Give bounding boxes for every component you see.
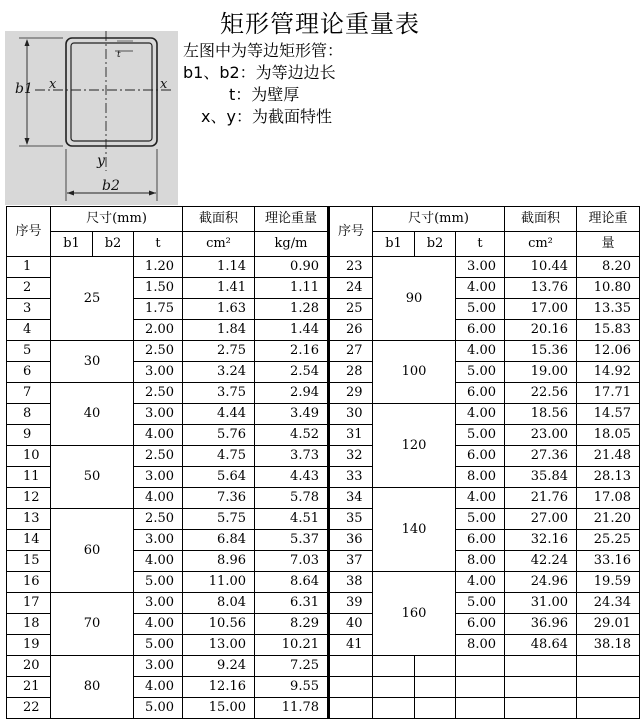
section-area: 15.00 [183, 698, 255, 719]
section-area: 22.56 [505, 383, 577, 404]
wall-thickness: 2.50 [134, 383, 183, 404]
wall-thickness: 3.00 [134, 467, 183, 488]
header-b1-right: b1 [373, 232, 415, 257]
wall-thickness: 5.00 [134, 572, 183, 593]
section-area: 36.96 [505, 614, 577, 635]
b1-b2-size: 140 [373, 488, 456, 572]
wall-thickness: 3.00 [134, 362, 183, 383]
table-row [7, 593, 640, 614]
note-line-3: t：为壁厚 [229, 85, 300, 104]
row-no: 17 [7, 593, 51, 614]
b1-b2-size: 60 [51, 509, 134, 593]
empty-cell [505, 698, 577, 719]
section-area: 12.16 [183, 677, 255, 698]
b1-label: b1 [15, 81, 33, 97]
section-area: 3.24 [183, 362, 255, 383]
section-area: 21.76 [505, 488, 577, 509]
section-area: 35.84 [505, 467, 577, 488]
theoretical-weight: 18.05 [577, 425, 640, 446]
theoretical-weight: 8.64 [255, 572, 329, 593]
header-b2-right: b2 [415, 232, 456, 257]
wall-thickness: 1.50 [134, 278, 183, 299]
header-no-right: 序号 [329, 207, 373, 257]
row-no: 27 [329, 341, 373, 362]
section-area: 1.14 [183, 257, 255, 278]
theoretical-weight: 24.34 [577, 593, 640, 614]
empty-cell [456, 698, 505, 719]
theoretical-weight: 4.51 [255, 509, 329, 530]
header-weight: 理论重量 [255, 207, 329, 232]
row-no: 6 [7, 362, 51, 383]
theoretical-weight: 14.92 [577, 362, 640, 383]
wall-thickness: 6.00 [456, 320, 505, 341]
empty-cell [373, 698, 415, 719]
row-no: 5 [7, 341, 51, 362]
header-area: 截面积 [183, 207, 255, 232]
row-no: 4 [7, 320, 51, 341]
section-area: 2.75 [183, 341, 255, 362]
row-no: 30 [329, 404, 373, 425]
table-row [7, 509, 640, 530]
row-no: 31 [329, 425, 373, 446]
row-no: 19 [7, 635, 51, 656]
wall-thickness: 6.00 [456, 383, 505, 404]
section-area: 4.44 [183, 404, 255, 425]
section-area: 10.56 [183, 614, 255, 635]
section-area: 19.00 [505, 362, 577, 383]
theoretical-weight: 29.01 [577, 614, 640, 635]
theoretical-weight: 2.16 [255, 341, 329, 362]
row-no: 32 [329, 446, 373, 467]
theoretical-weight: 38.18 [577, 635, 640, 656]
section-area: 15.36 [505, 341, 577, 362]
y-label: y [97, 153, 105, 169]
theoretical-weight: 8.29 [255, 614, 329, 635]
header-b1: b1 [51, 232, 93, 257]
header-area-right: 截面积 [505, 207, 577, 232]
theoretical-weight: 5.37 [255, 530, 329, 551]
wall-thickness: 4.00 [134, 614, 183, 635]
row-no: 35 [329, 509, 373, 530]
wall-thickness: 5.00 [456, 299, 505, 320]
theoretical-weight: 21.20 [577, 509, 640, 530]
section-area: 9.24 [183, 656, 255, 677]
note-line-4: x、y：为截面特性 [201, 107, 332, 126]
section-area: 18.56 [505, 404, 577, 425]
theoretical-weight: 10.21 [255, 635, 329, 656]
theoretical-weight: 10.80 [577, 278, 640, 299]
wall-thickness: 4.00 [456, 278, 505, 299]
wall-thickness: 3.00 [456, 257, 505, 278]
theoretical-weight: 5.78 [255, 488, 329, 509]
theoretical-weight: 7.25 [255, 656, 329, 677]
section-area: 42.24 [505, 551, 577, 572]
theoretical-weight: 13.35 [577, 299, 640, 320]
row-no: 21 [7, 677, 51, 698]
section-area: 48.64 [505, 635, 577, 656]
section-area: 5.75 [183, 509, 255, 530]
b1-b2-size: 50 [51, 446, 134, 509]
theoretical-weight: 8.20 [577, 257, 640, 278]
empty-cell [577, 698, 640, 719]
wall-thickness: 5.00 [456, 425, 505, 446]
page-title: 矩形管理论重量表 [220, 10, 420, 38]
description-notes [183, 40, 343, 128]
row-no: 12 [7, 488, 51, 509]
section-area: 5.64 [183, 467, 255, 488]
row-no: 15 [7, 551, 51, 572]
section-area: 13.00 [183, 635, 255, 656]
section-area: 27.36 [505, 446, 577, 467]
section-area: 27.00 [505, 509, 577, 530]
theoretical-weight: 7.03 [255, 551, 329, 572]
empty-cell [373, 677, 415, 698]
wall-thickness: 2.50 [134, 509, 183, 530]
t-label: t [117, 50, 121, 60]
b1-b2-size: 40 [51, 383, 134, 446]
row-no: 38 [329, 572, 373, 593]
empty-cell [415, 677, 456, 698]
b2-label: b2 [102, 178, 120, 194]
wall-thickness: 4.00 [134, 677, 183, 698]
wall-thickness: 1.20 [134, 257, 183, 278]
table-row [7, 656, 640, 677]
header-weight-right: 理论重 [577, 207, 640, 232]
section-area: 11.00 [183, 572, 255, 593]
theoretical-weight: 2.54 [255, 362, 329, 383]
empty-cell [373, 656, 415, 677]
theoretical-weight: 6.31 [255, 593, 329, 614]
section-area: 1.63 [183, 299, 255, 320]
rectangular-tube-diagram [5, 31, 178, 205]
row-no: 18 [7, 614, 51, 635]
x-label-right: x [160, 77, 168, 92]
theoretical-weight: 19.59 [577, 572, 640, 593]
theoretical-weight: 25.25 [577, 530, 640, 551]
row-no: 39 [329, 593, 373, 614]
row-no: 3 [7, 299, 51, 320]
theoretical-weight: 21.48 [577, 446, 640, 467]
empty-cell [505, 656, 577, 677]
empty-cell [456, 656, 505, 677]
theoretical-weight: 14.57 [577, 404, 640, 425]
row-no: 9 [7, 425, 51, 446]
wall-thickness: 8.00 [456, 551, 505, 572]
section-area: 24.96 [505, 572, 577, 593]
section-area: 8.96 [183, 551, 255, 572]
wall-thickness: 3.00 [134, 593, 183, 614]
table-body [7, 207, 640, 719]
wall-thickness: 3.00 [134, 530, 183, 551]
header-row-1 [7, 207, 640, 232]
wall-thickness: 5.00 [456, 509, 505, 530]
wall-thickness: 3.00 [134, 404, 183, 425]
section-area: 31.00 [505, 593, 577, 614]
b1-b2-size: 25 [51, 257, 134, 341]
header-t: t [134, 232, 183, 257]
section-area: 10.44 [505, 257, 577, 278]
section-area: 1.84 [183, 320, 255, 341]
header-size: 尺寸(mm) [51, 207, 183, 232]
table-row [7, 257, 640, 278]
wall-thickness: 5.00 [456, 362, 505, 383]
header-weight-r2: 量 [577, 232, 640, 257]
header-no: 序号 [7, 207, 51, 257]
section-area: 32.16 [505, 530, 577, 551]
header-area-unit: cm² [183, 232, 255, 257]
theoretical-weight: 15.83 [577, 320, 640, 341]
empty-cell [456, 677, 505, 698]
cross-section-figure [5, 31, 178, 205]
b1-b2-size: 30 [51, 341, 134, 383]
row-no: 13 [7, 509, 51, 530]
table-row [7, 446, 640, 467]
row-no: 24 [329, 278, 373, 299]
wall-thickness: 4.00 [456, 341, 505, 362]
row-no: 40 [329, 614, 373, 635]
b1-b2-size: 160 [373, 572, 456, 656]
wall-thickness: 2.50 [134, 341, 183, 362]
x-label-left: x [49, 77, 57, 92]
section-area: 17.00 [505, 299, 577, 320]
section-area: 7.36 [183, 488, 255, 509]
wall-thickness: 3.00 [134, 656, 183, 677]
row-no: 10 [7, 446, 51, 467]
note-line-2: b1、b2：为等边边长 [183, 63, 336, 82]
b1-b2-size: 120 [373, 404, 456, 488]
row-no: 41 [329, 635, 373, 656]
row-no: 28 [329, 362, 373, 383]
wall-thickness: 6.00 [456, 530, 505, 551]
row-no: 16 [7, 572, 51, 593]
row-no: 33 [329, 467, 373, 488]
wall-thickness: 5.00 [456, 593, 505, 614]
wall-thickness: 4.00 [134, 425, 183, 446]
wall-thickness: 6.00 [456, 614, 505, 635]
theoretical-weight: 9.55 [255, 677, 329, 698]
header-row-2 [7, 232, 640, 257]
row-no: 8 [7, 404, 51, 425]
theoretical-weight: 12.06 [577, 341, 640, 362]
empty-cell [415, 656, 456, 677]
row-no: 20 [7, 656, 51, 677]
section-area: 23.00 [505, 425, 577, 446]
row-no: 25 [329, 299, 373, 320]
header-t-right: t [456, 232, 505, 257]
row-no: 22 [7, 698, 51, 719]
row-no: 36 [329, 530, 373, 551]
section-area: 6.84 [183, 530, 255, 551]
theoretical-weight: 17.71 [577, 383, 640, 404]
b1-b2-size: 90 [373, 257, 456, 341]
wall-thickness: 4.00 [134, 488, 183, 509]
empty-cell [415, 698, 456, 719]
wall-thickness: 4.00 [456, 488, 505, 509]
row-no: 37 [329, 551, 373, 572]
header-b2: b2 [93, 232, 134, 257]
row-no: 34 [329, 488, 373, 509]
row-no: 14 [7, 530, 51, 551]
empty-cell [577, 677, 640, 698]
theoretical-weight: 3.73 [255, 446, 329, 467]
b1-b2-size: 70 [51, 593, 134, 656]
header-area-unit-right: cm² [505, 232, 577, 257]
empty-cell [329, 656, 373, 677]
row-no: 7 [7, 383, 51, 404]
section-area: 5.76 [183, 425, 255, 446]
theoretical-weight: 17.08 [577, 488, 640, 509]
wall-thickness: 4.00 [456, 572, 505, 593]
weight-table [6, 206, 640, 719]
empty-cell [329, 698, 373, 719]
empty-cell [505, 677, 577, 698]
row-no: 29 [329, 383, 373, 404]
row-no: 23 [329, 257, 373, 278]
b1-b2-size: 100 [373, 341, 456, 404]
section-area: 1.41 [183, 278, 255, 299]
header-weight-unit: kg/m [255, 232, 329, 257]
b1-b2-size: 80 [51, 656, 134, 719]
theoretical-weight: 4.52 [255, 425, 329, 446]
wall-thickness: 8.00 [456, 467, 505, 488]
empty-cell [329, 677, 373, 698]
row-no: 11 [7, 467, 51, 488]
section-area: 8.04 [183, 593, 255, 614]
section-area: 13.76 [505, 278, 577, 299]
section-area: 4.75 [183, 446, 255, 467]
wall-thickness: 2.50 [134, 446, 183, 467]
wall-thickness: 4.00 [456, 404, 505, 425]
theoretical-weight: 11.78 [255, 698, 329, 719]
theoretical-weight: 1.11 [255, 278, 329, 299]
header-size-right: 尺寸(mm) [373, 207, 505, 232]
theoretical-weight: 1.28 [255, 299, 329, 320]
section-area: 3.75 [183, 383, 255, 404]
wall-thickness: 5.00 [134, 698, 183, 719]
empty-cell [577, 656, 640, 677]
wall-thickness: 6.00 [456, 446, 505, 467]
row-no: 26 [329, 320, 373, 341]
row-no: 2 [7, 278, 51, 299]
theoretical-weight: 3.49 [255, 404, 329, 425]
table-row [7, 341, 640, 362]
table-row [7, 383, 640, 404]
section-area: 20.16 [505, 320, 577, 341]
wall-thickness: 5.00 [134, 635, 183, 656]
theoretical-weight: 4.43 [255, 467, 329, 488]
theoretical-weight: 1.44 [255, 320, 329, 341]
theoretical-weight: 2.94 [255, 383, 329, 404]
wall-thickness: 8.00 [456, 635, 505, 656]
wall-thickness: 1.75 [134, 299, 183, 320]
note-line-1: 左图中为等边矩形管： [183, 41, 344, 60]
wall-thickness: 4.00 [134, 551, 183, 572]
theoretical-weight: 28.13 [577, 467, 640, 488]
row-no: 1 [7, 257, 51, 278]
wall-thickness: 2.00 [134, 320, 183, 341]
theoretical-weight: 33.16 [577, 551, 640, 572]
theoretical-weight: 0.90 [255, 257, 329, 278]
